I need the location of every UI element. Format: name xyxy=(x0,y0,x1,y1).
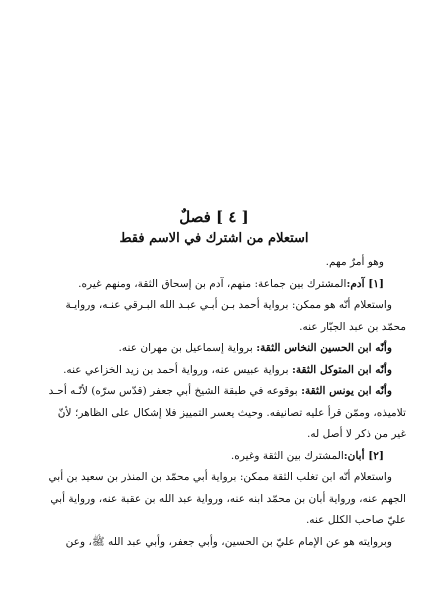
paragraph-line: عليّ صاحب الكلل عنه. xyxy=(305,514,406,526)
paragraph-line: غير من ذكر لا أصل له. xyxy=(306,428,406,440)
paragraph-line: وأنّه ابن يونس الثقة: بوقوعه في طبقة الشيخ أبي جعفر (قدّس سرّه) لأنّـه أحـد xyxy=(48,385,392,397)
page-content xyxy=(22,206,406,553)
section-number-label: [ ٤ ] فصلٌ xyxy=(179,208,249,226)
paragraph-line: وهو أمرٌ مهم. xyxy=(325,256,384,268)
paragraph-line: وأنّه ابن الحسين النخاس الثقة: برواية إسماعيل بن مهران عنه. xyxy=(118,342,392,354)
section-heading xyxy=(22,206,406,249)
entry-aban: [٢] أبان:المشترك بين الثقة وغيره. xyxy=(230,449,384,462)
paragraph-line: تلاميذه، وممّن قرأ عليه تصانيفه. وحيث يعسر التمييز فلا إشكال على الظاهر؛ لأنّ xyxy=(57,406,406,419)
paragraph-line: الجهم عنه، ورواية أبان بن محمّد ابنه عنه، ورواية عبد الله بن عقبة عنه، ورواية أبي xyxy=(50,492,406,505)
paragraph-line: محمّد بن عبد الجبّار عنه. xyxy=(299,320,406,333)
paragraph-line: واستعلام أنّه هو ممكن: برواية أحمد بـن أبـي عبـد الله البـرقي عنـه، وروايـة xyxy=(65,299,392,311)
section-title: استعلام من اشترك في الاسم فقط xyxy=(119,231,309,246)
entry-adam: [١] آدم:المشترك بين جماعة: منهم، آدم بن إسحاق الثقة، ومنهم غيره. xyxy=(78,277,384,290)
paragraph-line: وبروايته هو عن الإمام عليّ بن الحسين، وأبي جعفر، وأبي عبد الله ﷺ، وعن xyxy=(65,535,392,548)
paragraph-line: وأنّه ابن المتوكل الثقة: برواية عبيس عنه، ورواية أحمد بن زيد الخزاعي عنه. xyxy=(63,363,392,376)
paragraph-line: واستعلام أنّه ابن تغلب الثقة ممكن: برواية أبي محمّد بن المنذر بن سعيد بن أبي xyxy=(48,471,392,483)
